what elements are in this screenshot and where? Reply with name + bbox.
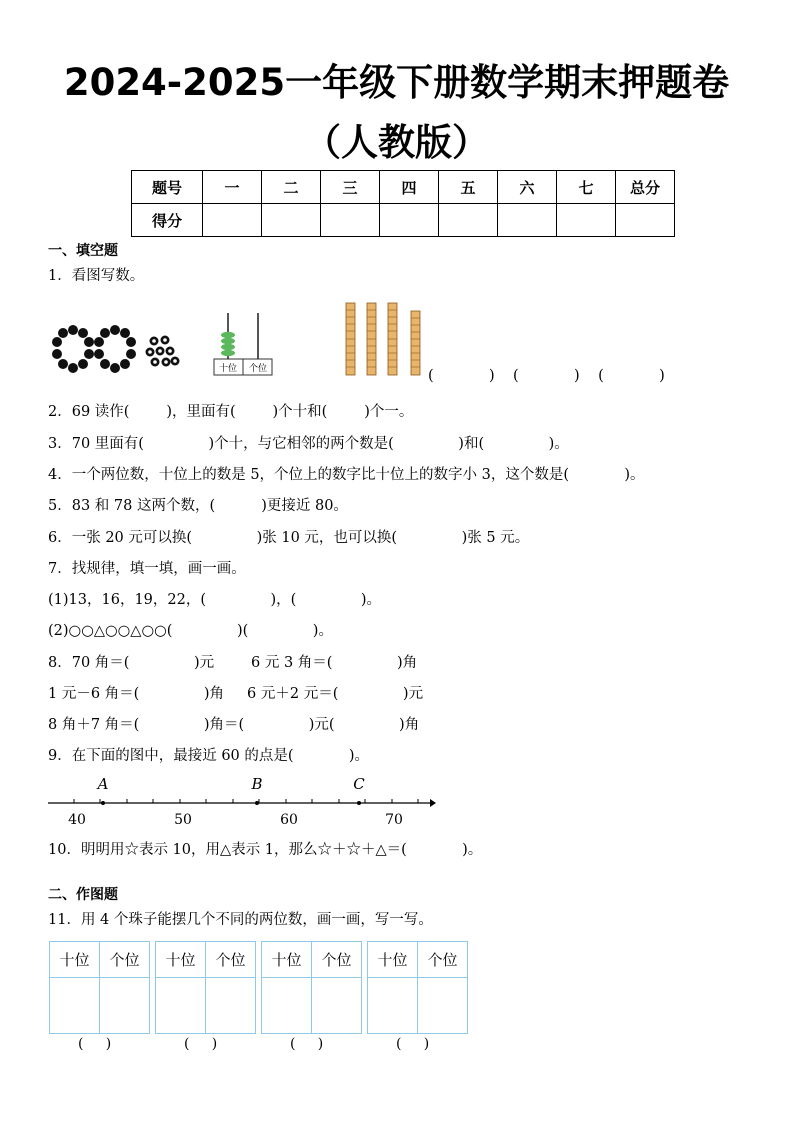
question-8-line-3: 8 角＋7 角＝( )角＝( )元( )角 [48,717,420,733]
tick-label: 40 [68,812,86,828]
question-4: 4．一个两位数，十位上的数是 5，个位上的数字比十位上的数字小 3，这个数是( )。 [48,467,645,483]
pv-answer-blank[interactable]: ( ) [78,1036,112,1052]
pv-ones-cell[interactable] [206,978,256,1034]
pv-tens-cell[interactable] [262,978,312,1034]
question-7: 7．找规律，填一填，画一画。 [48,561,246,577]
q1-answer-blanks[interactable]: ( ) ( ) ( ) [428,368,665,384]
score-table [131,170,675,237]
abacus-ones-label: 个位 [248,364,268,374]
score-row-label: 得分 [132,204,203,237]
pv-tens-cell[interactable] [50,978,100,1034]
question-3: 3．70 里面有( )个十，与它相邻的两个数是( )和( )。 [48,436,569,452]
score-header-cell: 总分 [616,171,675,204]
pv-ones-header: 个位 [418,942,468,978]
score-cell[interactable] [439,204,498,237]
score-header-cell: 五 [439,171,498,204]
pv-tens-header: 十位 [262,942,312,978]
section-heading: 一、填空题 [48,243,118,259]
question-11: 11．用 4 个珠子能摆几个不同的两位数，画一画，写一写。 [48,912,433,928]
pv-ones-cell[interactable] [312,978,362,1034]
pv-tens-header: 十位 [156,942,206,978]
point-c [357,801,361,805]
place-value-table [49,941,150,1034]
abacus-icon [214,313,272,375]
question-1: 1．看图写数。 [48,268,145,284]
question-2: 2．69 读作( )，里面有( )个十和( )个一。 [48,404,414,420]
point-a [101,801,105,805]
score-cell[interactable] [262,204,321,237]
point-b-label: B [251,775,263,793]
question-8-line-1: 8．70 角＝( )元 6 元 3 角＝( )角 [48,655,418,671]
number-line [44,772,444,828]
bead-rings-icon [52,325,180,373]
question-5: 5．83 和 78 这两个数，( )更接近 80。 [48,498,348,514]
score-cell[interactable] [203,204,262,237]
page-subtitle: （人教版） [304,121,489,164]
score-cell[interactable] [321,204,380,237]
question-6: 6．一张 20 元可以换( )张 10 元，也可以换( )张 5 元。 [48,530,530,546]
score-header-cell: 七 [557,171,616,204]
score-cell[interactable] [498,204,557,237]
tick-label: 70 [385,812,403,828]
place-value-table [261,941,362,1034]
pv-ones-header: 个位 [100,942,150,978]
score-header-cell: 六 [498,171,557,204]
page-title: 2024-2025一年级下册数学期末押题卷 [63,61,730,104]
abacus-tens-label: 十位 [218,364,238,374]
pv-tens-header: 十位 [50,942,100,978]
point-a-label: A [97,775,109,793]
pv-ones-header: 个位 [312,942,362,978]
q1-figures [50,295,450,385]
question-8-line-2: 1 元－6 角＝( )角 6 元＋2 元＝( )元 [48,686,424,702]
point-b [255,801,259,805]
pv-ones-cell[interactable] [100,978,150,1034]
score-header-cell: 三 [321,171,380,204]
score-header-cell: 四 [380,171,439,204]
score-header-cell: 一 [203,171,262,204]
pv-answer-blank[interactable]: ( ) [396,1036,430,1052]
pv-ones-cell[interactable] [418,978,468,1034]
question-7-1: (1)13，16，19，22，( )，( )。 [48,592,382,608]
place-value-table [155,941,256,1034]
score-header-cell: 二 [262,171,321,204]
score-header-cell: 题号 [132,171,203,204]
pv-answer-blank[interactable]: ( ) [290,1036,324,1052]
pv-answer-blank[interactable]: ( ) [184,1036,218,1052]
question-7-2: (2)○○△○○△○○( )( )。 [48,623,333,639]
score-cell[interactable] [557,204,616,237]
tick-label: 60 [280,812,298,828]
ten-sticks-icon [346,303,420,375]
point-c-label: C [353,775,365,793]
question-9: 9．在下面的图中，最接近 60 的点是( )。 [48,748,370,764]
section-heading: 二、作图题 [48,887,118,903]
pv-tens-header: 十位 [368,942,418,978]
pv-tens-cell[interactable] [368,978,418,1034]
pv-ones-header: 个位 [206,942,256,978]
score-cell[interactable] [380,204,439,237]
score-cell[interactable] [616,204,675,237]
question-10: 10．明明用☆表示 10，用△表示 1，那么☆＋☆＋△＝( )。 [48,842,483,858]
tick-label: 50 [174,812,192,828]
pv-tens-cell[interactable] [156,978,206,1034]
place-value-table [367,941,468,1034]
